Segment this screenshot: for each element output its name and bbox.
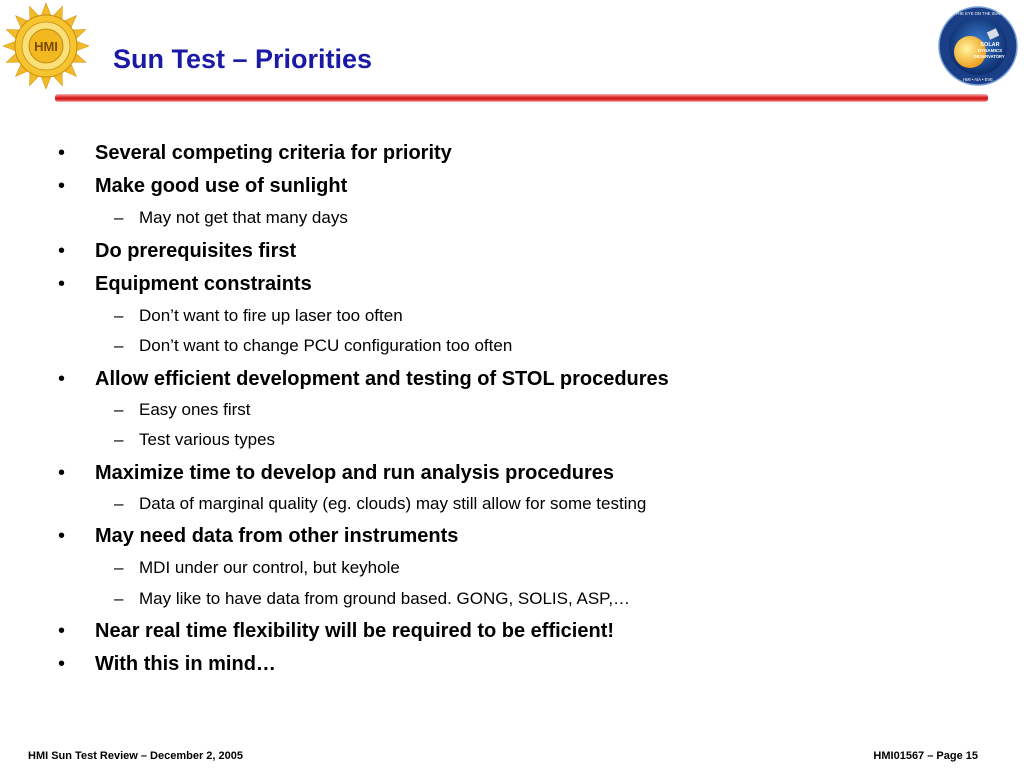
bullet-marker: • [58,175,66,197]
bullet-marker: • [58,142,66,164]
bullet-text: May need data from other instruments [95,525,459,547]
sub-bullet-marker: – [114,208,124,227]
sub-bullet-text: MDI under our control, but keyhole [139,558,400,577]
sdo-logo-bottom-text: HMI • AIA • EVE [963,77,993,82]
sdo-logo [938,6,1018,86]
hmi-logo [2,2,90,90]
sub-bullet-text: Don’t want to fire up laser too often [139,306,403,325]
bullet-text: Near real time flexibility will be required to be efficient! [95,620,615,642]
bullet-text: Allow efficient development and testing of STOL procedures [95,368,669,390]
sub-bullet-text: May like to have data from ground based. GONG, SOLIS, ASP,… [139,589,631,608]
bullet-marker: • [58,368,66,390]
sub-bullet-marker: – [114,589,124,608]
sub-bullet-marker: – [114,494,124,513]
footer-page-number: HMI01567 – Page 15 [873,750,978,762]
bullet-text: Do prerequisites first [95,240,297,262]
hmi-logo-text: HMI [34,39,58,54]
sub-bullet-marker: – [114,400,124,419]
bullet-text: Equipment constraints [95,273,312,295]
sub-bullet-text: Data of marginal quality (eg. clouds) may still allow for some testing [139,494,647,513]
bullet-marker: • [58,240,66,262]
title-divider [55,94,988,102]
sdo-logo-line1: SOLAR [980,42,1000,48]
sub-bullet-marker: – [114,558,124,577]
bullet-text: With this in mind… [95,653,276,675]
sub-bullet-marker: – [114,430,124,449]
sub-bullet-text: Easy ones first [139,400,251,419]
sdo-logo-top-text: THE EYE ON THE SUN [955,11,1001,16]
sdo-logo-line2: DYNAMICS [977,48,1003,53]
bullet-marker: • [58,525,66,547]
sub-bullet-marker: – [114,306,124,325]
bullet-marker: • [58,653,66,675]
bullet-text: Make good use of sunlight [95,175,348,197]
sub-bullet-marker: – [114,336,124,355]
sdo-logo-line3: OBSERVATORY [973,54,1005,59]
slide-title: Sun Test – Priorities [113,44,373,74]
bullet-marker: • [58,620,66,642]
bullet-marker: • [58,462,66,484]
bullet-text: Several competing criteria for priority [95,142,452,164]
bullet-marker: • [58,273,66,295]
bullet-text: Maximize time to develop and run analysis procedures [95,462,615,484]
sub-bullet-text: May not get that many days [139,208,348,227]
sub-bullet-text: Don’t want to change PCU configuration too often [139,336,513,355]
sub-bullet-text: Test various types [139,430,276,449]
footer-left: HMI Sun Test Review – December 2, 2005 [28,750,243,762]
